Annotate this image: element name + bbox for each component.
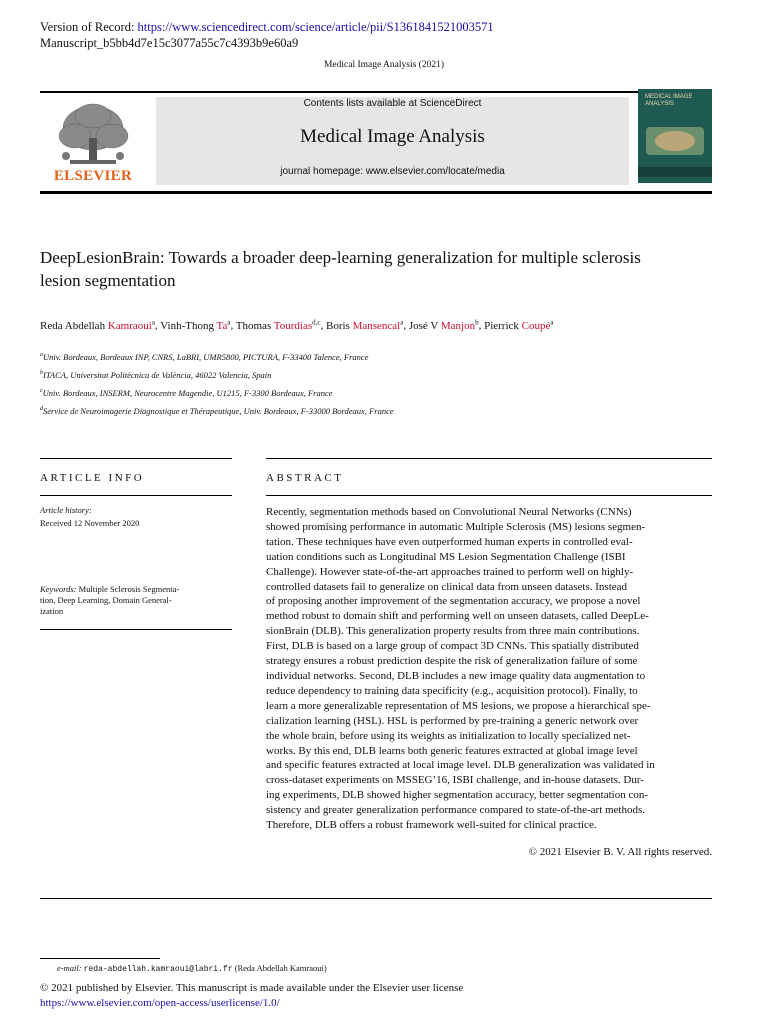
version-of-record: Version of Record: https://www.sciencedirect.com/science/article/pii/S1361841521003571	[40, 20, 494, 34]
abstract-bottom-rule	[40, 898, 712, 899]
affiliation: $^d$Service de Neuroimagerie Diagnostique et Thérapeutique, Univ. Bordeaux, F-33000 Bordeaux, France	[40, 406, 394, 416]
affiliation: $^b$ITACA, Universitat Politècnica de València, 46022 Valencia, Spain	[40, 370, 272, 380]
abstract-copyright: © 2021 Elsevier B. V. All rights reserved.	[528, 846, 712, 858]
author-surname-link[interactable]: Mansencal	[352, 319, 401, 332]
author-surname-link[interactable]: Manjon	[440, 319, 476, 332]
journal-name: Medical Image Analysis	[300, 126, 485, 147]
elsevier-wordmark: ELSEVIER	[53, 168, 133, 184]
license-link[interactable]: https://www.elsevier.com/open-access/userlicense/1.0/	[40, 997, 280, 1009]
author-list: Reda Abdellah Kamraoui$^a$, Vinh-Thong Ta$^a$, Thomas Tourdias$^{d,c}$, Boris Mansencal$^a$, José V Manjon$^b$, Pierrick Coupé$^a$	[40, 318, 554, 332]
history-label: Article history:	[40, 505, 92, 515]
author-surname-link[interactable]: Kamraoui	[107, 319, 152, 332]
author: Boris Mansencal$^a$	[325, 318, 404, 332]
abstract-text: Recently, segmentation methods based on Convolutional Neural Networks (CNNs) showed promising performance in automatic Multiple Sclerosis (MS) lesions segmen- tation. These techniques have even outperformed human experts in controlled eval- uation conditions such as Longitudinal MS Lesion Segmentation Challenge (ISBI Challenge). However state-of-the-art approaches trained to perform well on highly- controlled datasets fail to generalize on clinical data from unseen datasets. Instead of proposing another improvement of the segmentation accuracy, we propose a novel method robust to domain shift and performing well on unseen datasets, called DeepLe- sionBrain (DLB). This generalization property results from three main contributions. First, DLB is based on a large group of compact 3D CNNs. This spatially distributed strategy ensures a robust prediction despite the risk of generalization failure of some individual networks. Second, DLB includes a new image quality data augmentation to reduce dependency to training data specificity (e.g., acquisition protocol). Finally, to learn a more generalizable representation of MS lesions, we propose a hierarchical spe- cialization learning (HSL). HSL is performed by pre-training a generic network over the whole brain, before using its weights as initialization to locally specialized net- works. By this end, DLB learns both generic features extracted at global image level and specific features extracted at local image level. DLB generalization was validated in cross-dataset experiments on MSSEG’16, ISBI challenge, and in-house datasets. Dur- ing experiments, DLB showed higher segmentation accuracy, better segmentation con- sistency and greater generalization performance compared to state-of-the-art methods. Therefore, DLB offers a robust framework well-suited for clinical practice.	[266, 506, 655, 832]
header-bottom-rule	[40, 191, 712, 194]
abstract-mid-rule	[266, 495, 712, 496]
keywords: Keywords: Multiple Sclerosis Segmenta- tion, Deep Learning, Domain General- ization	[40, 584, 180, 616]
author-surname-link[interactable]: Tourdias	[273, 319, 313, 332]
article-info-heading: ARTICLE INFO	[40, 472, 145, 484]
article-info-mid-rule	[40, 495, 232, 496]
author: Vinh-Thong Ta$^a$	[160, 318, 231, 332]
article-title: DeepLesionBrain: Towards a broader deep-learning generalization for multiple sclerosis lesion segmentation	[40, 248, 641, 290]
cover-title: MEDICAL IMAGE ANALYSIS	[645, 94, 693, 107]
received-date: Received 12 November 2020	[40, 518, 140, 528]
article-info-bottom-rule	[40, 629, 232, 630]
author: Thomas Tourdias$^{d,c}$	[235, 318, 321, 332]
contents-available: Contents lists available at ScienceDirect	[303, 98, 482, 109]
author: José V Manjon$^b$	[408, 318, 479, 332]
article-info-top-rule	[40, 458, 232, 459]
author-surname-link[interactable]: Ta	[216, 319, 228, 332]
author: Reda Abdellah Kamraoui$^a$	[40, 318, 155, 332]
journal-homepage: journal homepage: www.elsevier.com/locate/media	[280, 166, 505, 177]
license-notice: © 2021 published by Elsevier. This manuscript is made available under the Elsevier user license	[40, 982, 464, 994]
running-head: Medical Image Analysis (2021)	[323, 60, 445, 70]
corresponding-email: e-mail: reda-abdellah.kamraoui@labri.fr (Reda Abdellah Kamraoui)	[57, 963, 327, 974]
header-top-rule	[40, 91, 712, 93]
manuscript-id: Manuscript_b5bb4d7e15c3077a55c7c4393b9e60a9	[40, 36, 299, 50]
version-of-record-link[interactable]: https://www.sciencedirect.com/science/article/pii/S1361841521003571	[137, 20, 494, 34]
license-link-container	[40, 997, 280, 1009]
abstract-top-rule	[266, 458, 712, 459]
author-surname-link[interactable]: Coupé	[521, 319, 551, 332]
abstract-heading: ABSTRACT	[266, 472, 344, 484]
affiliation: $^c$Univ. Bordeaux, INSERM, Neurocentre Magendie, U1215, F-3300 Bordeaux, France	[40, 388, 333, 398]
email-address[interactable]: reda-abdellah.kamraoui@labri.fr	[83, 965, 233, 974]
affiliation: $^a$Univ. Bordeaux, Bordeaux INP, CNRS, LaBRI, UMR5800, PICTURA, F-33400 Talence, France	[40, 352, 369, 362]
footnote-rule	[40, 958, 160, 959]
author: Pierrick Coupé$^a$	[484, 318, 554, 332]
